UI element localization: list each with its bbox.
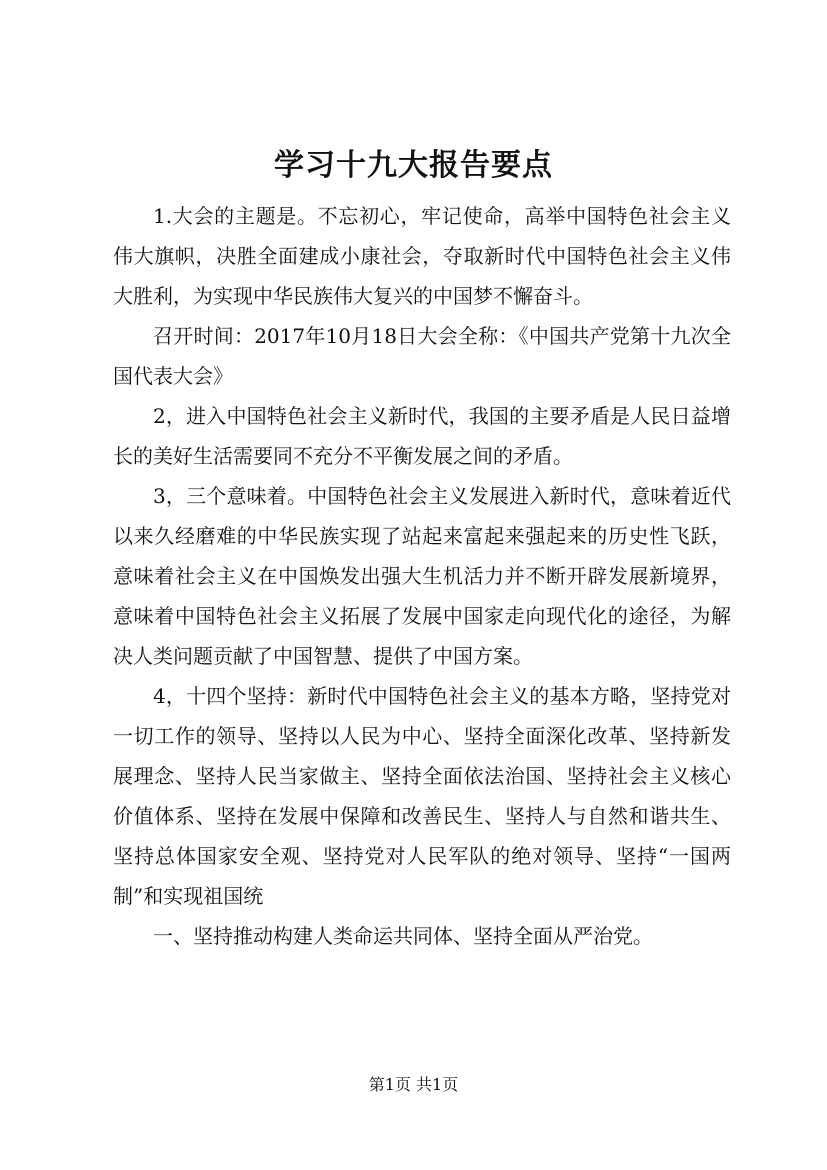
paragraph-fourteen-adherences: 4，十四个坚持：新时代中国特色社会主义的基本方略，坚持党对一切工作的领导、坚持以人民为中心、坚持全面深化改革、坚持新发展理念、坚持人民当家做主、坚持全面依法治国、坚持社会主义核心价值体系、坚持在发展中保障和改善民生、坚持人与自然和谐共生、坚持总体国家安全观、坚持党对人民军队的绝对领导、坚持“一国两制”和实现祖国统: [113, 684, 731, 908]
paragraph-meeting-time: 召开时间：2017年10月18日大会全称：《中国共产党第十九次全国代表大会》: [113, 324, 731, 388]
page-number-footer: 第1页 共1页: [368, 1075, 459, 1094]
paragraph-final: 一、坚持推动构建人类命运共同体、坚持全面从严治党。: [153, 924, 653, 948]
document-title: 学习十九大报告要点: [274, 148, 553, 183]
paragraph-three-meanings: 3，三个意味着。中国特色社会主义发展进入新时代，意味着近代以来久经磨难的中华民族实现了站起来富起来强起来的历史性飞跃，意味着社会主义在中国焕发出强大生机活力并不断开辟发展新境界，意味着中国特色社会主义拓展了发展中国家走向现代化的途径，为解决人类问题贡献了中国智慧、提供了中国方案。: [113, 484, 731, 668]
paragraph-theme: 1.大会的主题是。不忘初心，牢记使命，高举中国特色社会主义伟大旗帜，决胜全面建成小康社会，夺取新时代中国特色社会主义伟大胜利，为实现中华民族伟大复兴的中国梦不懈奋斗。: [113, 204, 731, 308]
paragraph-new-era: 2，进入中国特色社会主义新时代，我国的主要矛盾是人民日益增长的美好生活需要同不充分不平衡发展之间的矛盾。: [113, 404, 731, 468]
document-body: [113, 196, 731, 956]
